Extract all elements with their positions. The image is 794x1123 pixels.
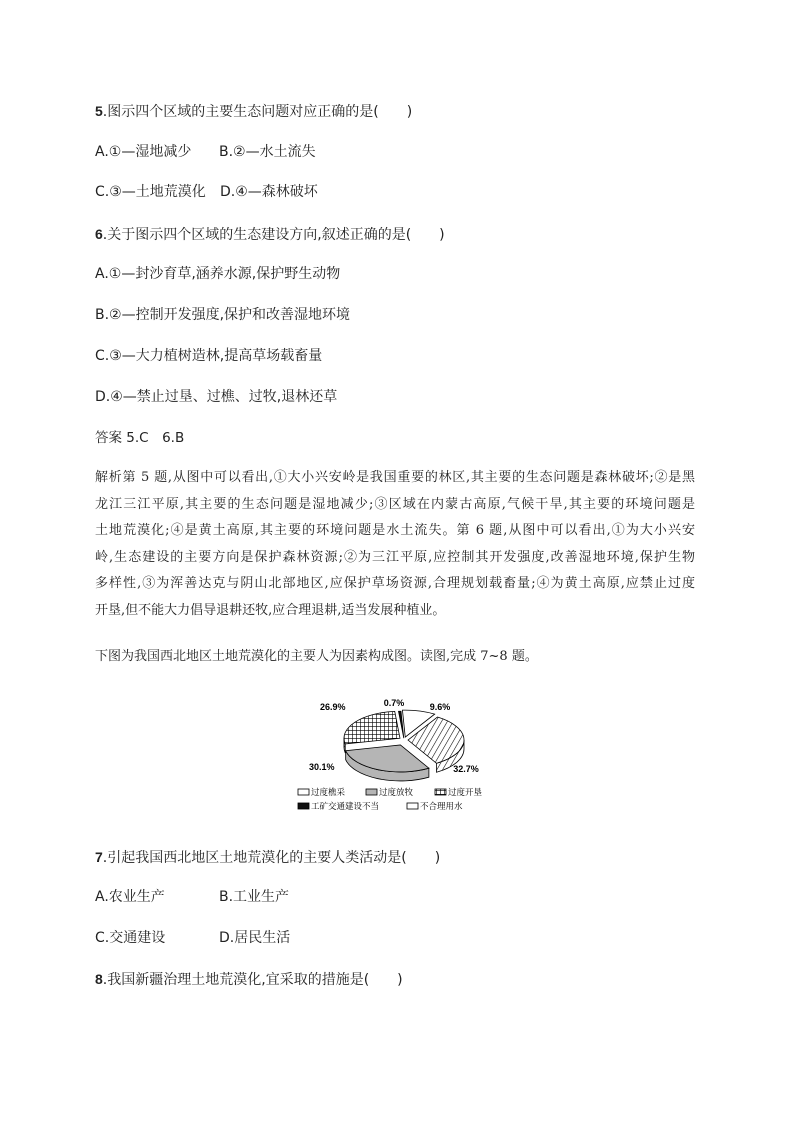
pie-data-label: 26.9% (320, 702, 346, 712)
question-7-stem (95, 848, 440, 867)
legend-label: 工矿交通建设不当 (311, 802, 380, 812)
question-6-stem (95, 225, 445, 244)
analysis-line: 多样性,③为浑善达克与阴山北部地区,应保护草场资源,合理规划载畜量;④为黄土高原,应禁止过度 (95, 576, 695, 591)
question-text: .引起我国西北地区土地荒漠化的主要人类活动是( ) (102, 850, 441, 866)
question-number: 5 (95, 103, 103, 119)
question-6-option-d: D.④—禁止过垦、过樵、过牧,退林还草 (95, 389, 338, 405)
question-number: 7 (95, 849, 103, 865)
question-text: .关于图示四个区域的生态建设方向,叙述正确的是( ) (102, 227, 445, 243)
analysis-paragraph (95, 465, 695, 624)
pie-slices (344, 710, 464, 781)
analysis-line: 解析第 5 题,从图中可以看出,①大小兴安岭是我国重要的林区,其主要的生态问题是森林破坏;②是黑 (95, 470, 695, 485)
question-5-option-b: B.②—水土流失 (219, 144, 316, 160)
question-5-option-a: A.①—湿地减少 (95, 144, 192, 160)
legend-label: 过度放牧 (379, 788, 414, 798)
question-6-option-c: C.③—大力植树造林,提高草场载畜量 (95, 348, 323, 364)
pie-data-label: 32.7% (453, 764, 479, 774)
question-5-option-c: C.③—土地荒漠化 (95, 184, 206, 200)
pie-data-label: 9.6% (429, 702, 451, 712)
question-5-stem (95, 102, 412, 121)
question-6-option-a: A.①—封沙育草,涵养水源,保护野生动物 (95, 266, 341, 282)
legend-label: 过度开垦 (448, 788, 483, 798)
legend-swatch (407, 803, 418, 809)
answer-line: 答案 5.C 6.B (95, 430, 185, 446)
legend-swatch (298, 789, 309, 795)
question-number: 6 (95, 226, 103, 242)
analysis-line: 岭,生态建设的主要方向是保护森林资源;②为三江平原,应控制其开发强度,改善湿地环境,保护生物 (95, 549, 695, 565)
question-7-option-c: C.交通建设 (95, 930, 166, 946)
question-7-option-a: A.农业生产 (95, 889, 165, 905)
legend-label: 过度樵采 (311, 788, 346, 798)
question-7-option-b: B.工业生产 (219, 889, 290, 905)
pie-slice (344, 711, 400, 744)
pie-data-label: 0.7% (383, 698, 405, 708)
legend-label: 不合理用水 (420, 802, 463, 812)
question-6-option-b: B.②—控制开发强度,保护和改善湿地环境 (95, 307, 351, 323)
analysis-line: 土地荒漠化;④是黄土高原,其主要的环境问题是水土流失。第 6 题,从图中可以看出,①为大小兴安 (95, 523, 695, 538)
question-8-stem (95, 970, 403, 989)
pie-data-label: 30.1% (309, 762, 335, 772)
analysis-line: 开垦,但不能大力倡导退耕还牧,应合理退耕,适当发展种植业。 (95, 602, 446, 618)
legend-swatch (298, 803, 309, 809)
legend-swatch (435, 789, 446, 795)
analysis-line: 龙江三江平原,其主要的生态问题是湿地减少;③区域在内蒙古高原,气候干旱,其主要的环境问题是 (95, 496, 695, 512)
pie-chart (292, 690, 512, 820)
question-text: .我国新疆治理土地荒漠化,宜采取的措施是( ) (102, 972, 403, 988)
question-5-option-d: D.④—森林破坏 (220, 184, 318, 200)
question-7-option-d: D.居民生活 (219, 930, 291, 946)
question-text: .图示四个区域的主要生态问题对应正确的是( ) (102, 104, 413, 120)
chart-legend (294, 786, 506, 814)
chart-intro: 下图为我国西北地区土地荒漠化的主要人为因素构成图。读图,完成 7~8 题。 (95, 649, 538, 664)
legend-swatch (366, 789, 377, 795)
question-number: 8 (95, 971, 103, 987)
